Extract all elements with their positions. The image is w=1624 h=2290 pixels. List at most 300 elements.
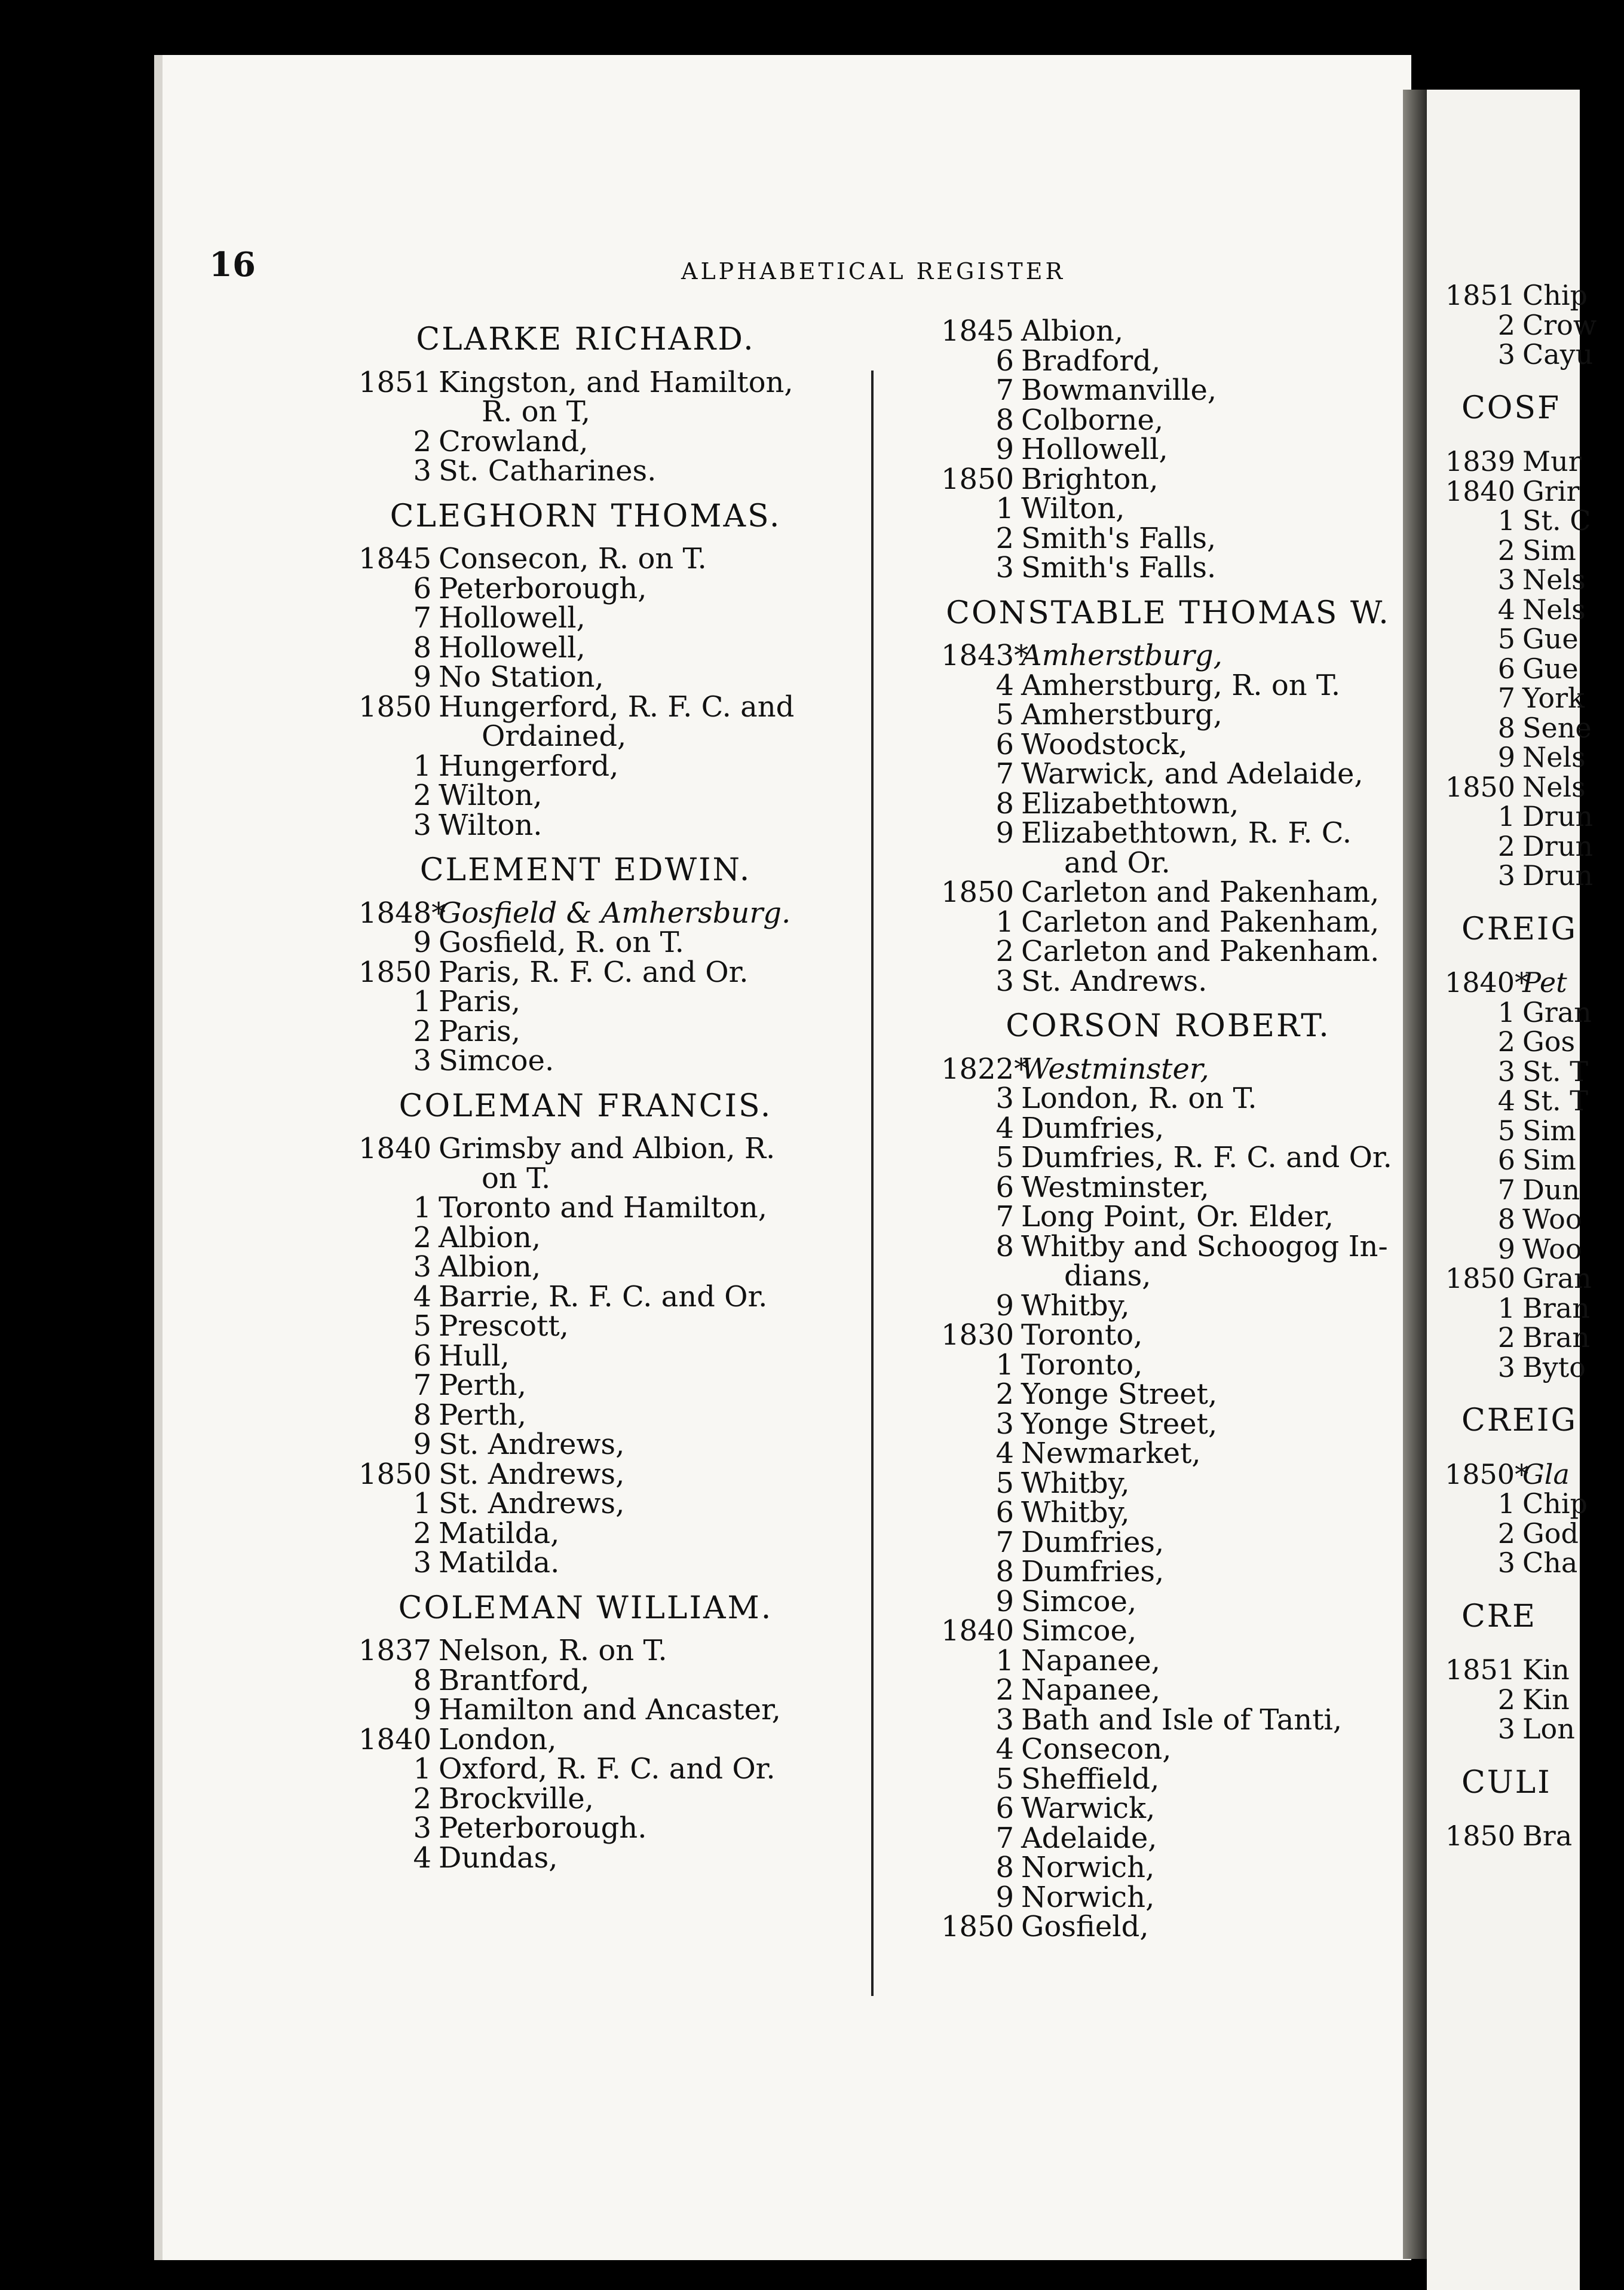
entry-station	[1522, 1353, 1624, 1383]
entry-station-text: Adelaide,	[1021, 1821, 1157, 1855]
entry-station	[439, 1193, 813, 1223]
entry-station-text: Gosfield, R. on T.	[439, 926, 684, 959]
entry-year: 8	[413, 630, 431, 665]
register-entry	[941, 668, 1395, 702]
entry-station	[1021, 403, 1395, 437]
entry-continuation: and Or.	[1064, 846, 1170, 880]
entry-station	[1021, 1439, 1395, 1469]
entry-station	[1522, 743, 1624, 773]
entry-station-text: Whitby,	[1021, 1466, 1130, 1500]
register-entry	[941, 964, 1395, 998]
entry-year: 5	[995, 1466, 1014, 1500]
entry-year: 1850	[358, 690, 432, 724]
minister-name: CLARKE RICHARD.	[416, 322, 755, 357]
entry-station-text: Norwich,	[1021, 1880, 1155, 1914]
entry-year: 1	[995, 905, 1014, 939]
entry-station	[1522, 624, 1624, 654]
entry-year: 1830	[941, 1318, 1015, 1352]
entry-station	[1522, 1205, 1624, 1235]
register-entry	[941, 1143, 1395, 1173]
register-entry	[358, 1663, 813, 1697]
entry-station-text: Simcoe.	[439, 1044, 554, 1077]
entry-year: 2	[1497, 1517, 1515, 1550]
register-entry	[358, 896, 813, 930]
register-entry	[358, 1398, 813, 1432]
entry-station-text: Grir	[1522, 474, 1580, 507]
entry-station-text: Woo	[1522, 1203, 1582, 1235]
register-entry	[1445, 536, 1624, 566]
minister-name: COLEMAN FRANCIS.	[399, 1088, 773, 1124]
entry-station	[439, 424, 813, 458]
register-entry	[941, 1643, 1395, 1677]
register-section	[941, 595, 1395, 998]
entry-year: 3	[413, 1811, 431, 1845]
entry-year: 6	[995, 1170, 1014, 1204]
register-entry	[1445, 474, 1624, 507]
register-entry	[941, 1466, 1395, 1500]
column-divider	[871, 371, 874, 1996]
register-entry	[1445, 802, 1624, 832]
entry-station-text: Prescott,	[439, 1309, 569, 1343]
entry-station	[1021, 1880, 1395, 1914]
entry-station-text: Woo	[1522, 1232, 1582, 1265]
register-entry	[941, 700, 1395, 730]
entry-station-text: Consecon,	[1021, 1732, 1172, 1766]
register-entry	[941, 1052, 1395, 1086]
register-entry	[1445, 595, 1624, 625]
entry-station	[1021, 1348, 1395, 1382]
register-entry	[941, 757, 1395, 791]
entry-station-text: Gue	[1522, 652, 1579, 685]
entry-station-text: London,	[439, 1722, 557, 1756]
minister-name: CLEGHORN THOMAS.	[390, 498, 782, 534]
register-entry	[1445, 1489, 1624, 1519]
entry-year: 6	[995, 1792, 1014, 1825]
entry-year: 3	[995, 964, 1014, 998]
register-entry	[358, 1811, 813, 1845]
entry-year: 6	[413, 571, 431, 605]
entry-station	[1522, 654, 1624, 684]
register-entry	[1445, 1685, 1624, 1715]
entry-station-text: Sim	[1522, 534, 1576, 567]
register-entry	[941, 1614, 1395, 1648]
entry-station	[1021, 1614, 1395, 1648]
entry-station	[1021, 494, 1395, 524]
entry-station-text: Smith's Falls,	[1021, 521, 1217, 555]
entry-year: 7	[1497, 682, 1515, 714]
entry-station-text: Perth,	[439, 1369, 526, 1402]
entry-station-text: Carleton and Pakenham,	[1021, 875, 1380, 909]
entry-station-text: Long Point, Or. Elder,	[1021, 1200, 1334, 1233]
entry-station	[439, 1134, 813, 1193]
entry-year: 2	[995, 1377, 1014, 1411]
entry-station	[1021, 314, 1395, 348]
register-entry	[941, 1377, 1395, 1411]
entry-year: 1840	[358, 1722, 432, 1756]
entry-station-text: Norwich,	[1021, 1851, 1155, 1884]
entry-station	[439, 601, 813, 635]
register-entry	[941, 905, 1395, 939]
register-entry	[1445, 1057, 1624, 1087]
entry-station-text: Gos	[1522, 1025, 1576, 1058]
entry-station	[439, 1371, 813, 1401]
entry-station	[1021, 435, 1395, 465]
entry-station-text: Cha	[1522, 1547, 1578, 1579]
register-entry	[941, 816, 1395, 880]
entry-station	[1021, 1111, 1395, 1145]
register-entry	[941, 553, 1395, 583]
register-entry	[941, 1202, 1395, 1232]
entry-continuation: dians,	[1064, 1259, 1151, 1293]
register-entry	[358, 1014, 813, 1048]
entry-year: 1	[413, 1191, 431, 1224]
entry-station	[1522, 1264, 1624, 1294]
entry-station-text: Simcoe,	[1021, 1584, 1137, 1618]
register-entry	[1445, 340, 1624, 370]
entry-station	[439, 1014, 813, 1048]
entry-station-text: Paris,	[439, 985, 520, 1018]
entry-station-text: Crowland,	[439, 424, 589, 458]
entry-station	[1021, 1202, 1395, 1232]
entry-year: 7	[1497, 1173, 1515, 1206]
register-entry	[358, 808, 813, 842]
entry-station-text: Bran	[1522, 1291, 1590, 1324]
register-section	[358, 1590, 813, 1875]
entry-year: 8	[413, 1398, 431, 1432]
entry-year: 1848*	[358, 896, 446, 930]
entry-station	[1021, 1466, 1395, 1500]
register-entry	[1445, 743, 1624, 773]
register-entry	[941, 1584, 1395, 1618]
register-entry	[358, 1841, 813, 1875]
minister-name: CORSON ROBERT.	[1006, 1008, 1331, 1044]
adjacent-page-column	[1445, 281, 1624, 1867]
register-section	[941, 1008, 1395, 1943]
entry-year: 3	[1497, 338, 1515, 371]
register-entry	[358, 1220, 813, 1254]
entry-station	[1522, 770, 1624, 803]
register-section	[1445, 1403, 1624, 1579]
register-entry	[1445, 711, 1624, 744]
register-section	[358, 852, 813, 1077]
register-entry	[941, 1439, 1395, 1469]
entry-year: 3	[413, 1250, 431, 1284]
page-number: 16	[209, 245, 256, 284]
entry-station	[1522, 1548, 1624, 1578]
entry-station-text: Brockville,	[439, 1781, 594, 1816]
entry-station	[1021, 786, 1395, 821]
entry-year: 2	[1497, 308, 1515, 341]
entry-station-text: Westminster,	[1021, 1052, 1209, 1086]
register-entry	[941, 494, 1395, 524]
entry-station-text: Hollowell,	[439, 601, 586, 635]
entry-year: 2	[413, 424, 431, 458]
entry-year: 3	[1497, 1055, 1515, 1088]
entry-station-text: Amherstburg,	[1021, 698, 1222, 731]
entry-station-text: Warwick,	[1021, 1792, 1156, 1825]
entry-station	[1021, 727, 1395, 761]
entry-year: 8	[995, 786, 1014, 821]
entry-station	[1021, 816, 1395, 880]
entry-station-text: Toronto and Hamilton,	[439, 1191, 767, 1224]
register-entry	[358, 454, 813, 488]
register-entry	[1445, 624, 1624, 654]
entry-station	[1522, 1116, 1624, 1146]
register-entry	[1445, 1323, 1624, 1353]
entry-year: 1840	[358, 1132, 432, 1165]
entry-year: 5	[995, 1762, 1014, 1796]
entry-year: 2	[413, 779, 431, 812]
entry-year: 3	[995, 551, 1014, 584]
entry-station	[1021, 521, 1395, 555]
entry-station	[439, 1548, 813, 1578]
entry-station-text: Dumfries,	[1021, 1555, 1165, 1588]
entry-station	[1522, 281, 1624, 311]
entry-year: 8	[995, 403, 1014, 437]
entry-station-text: Gue	[1522, 623, 1579, 655]
entry-year: 7	[995, 1821, 1014, 1855]
entry-year: 1840	[941, 1614, 1015, 1648]
entry-year: 1	[1497, 996, 1515, 1028]
entry-year: 4	[995, 1437, 1014, 1470]
entry-continuation: R. on T,	[482, 395, 590, 428]
register-entry	[358, 630, 813, 665]
register-entry	[358, 365, 813, 428]
register-entry	[1445, 308, 1624, 341]
register-entry	[358, 1193, 813, 1223]
register-entry	[941, 1170, 1395, 1204]
entry-station	[439, 454, 813, 488]
register-entry	[941, 1348, 1395, 1382]
entry-station	[439, 1250, 813, 1284]
entry-station	[1021, 1318, 1395, 1352]
entry-station	[1021, 1762, 1395, 1796]
entry-year: 1	[995, 1643, 1014, 1677]
entry-station-text: Oxford, R. F. C. and Or.	[439, 1752, 776, 1786]
entry-station-text: Bra	[1522, 1820, 1573, 1852]
entry-year: 6	[995, 344, 1014, 378]
entry-year: 9	[995, 1880, 1014, 1914]
entry-year: 1850	[358, 1457, 432, 1491]
entry-station	[439, 1695, 813, 1725]
entry-station	[1522, 1027, 1624, 1057]
register-entry	[1445, 565, 1624, 595]
entry-station	[1021, 1288, 1395, 1322]
entry-year: 6	[1497, 652, 1515, 685]
entry-station	[1522, 1519, 1624, 1549]
entry-station-text: Drun	[1522, 829, 1594, 862]
register-section	[358, 1088, 813, 1579]
entry-station-text: St. Andrews,	[439, 1428, 625, 1461]
register-entry	[1445, 506, 1624, 536]
entry-station-text: Nels	[1522, 593, 1586, 626]
entry-year: 5	[1497, 1114, 1515, 1147]
entry-year: 2	[995, 935, 1014, 968]
entry-station-text: Hollowell,	[1021, 433, 1168, 466]
register-entry	[358, 1722, 813, 1756]
entry-station-text: Dumfries,	[1021, 1525, 1165, 1559]
register-entry	[358, 1695, 813, 1725]
entry-year: 1851	[1445, 279, 1515, 311]
register-entry	[1445, 861, 1624, 891]
entry-station	[1522, 565, 1624, 595]
register-entry	[1445, 1715, 1624, 1744]
entry-station	[439, 1220, 813, 1254]
entry-station-text: Wilton,	[439, 779, 543, 812]
entry-station-text: Toronto,	[1021, 1348, 1143, 1382]
register-entry	[941, 1673, 1395, 1707]
entry-station	[1021, 1584, 1395, 1618]
entry-station	[1522, 1655, 1624, 1685]
entry-station-text: Westminster,	[1021, 1170, 1209, 1204]
entry-station	[1021, 1052, 1395, 1086]
entry-year: 1851	[1445, 1654, 1515, 1686]
entry-station-text: Bowmanville,	[1021, 373, 1217, 407]
register-entry	[1445, 829, 1624, 862]
entry-station	[1021, 1794, 1395, 1824]
entry-year: 1850	[1445, 1820, 1515, 1852]
register-entry	[941, 1557, 1395, 1587]
entry-station	[439, 1489, 813, 1519]
register-entry	[1445, 998, 1624, 1028]
register-entry	[1445, 654, 1624, 684]
entry-station-text: Kin	[1522, 1683, 1570, 1716]
entry-station-text: Gran	[1522, 1262, 1592, 1294]
entry-year: 2	[413, 1516, 431, 1550]
entry-station-text: Simcoe,	[1021, 1614, 1137, 1648]
register-entry	[1445, 1655, 1624, 1685]
entry-station	[439, 1781, 813, 1816]
entry-station-text: Lon	[1522, 1713, 1575, 1745]
register-entry	[358, 1516, 813, 1550]
entry-station	[1522, 1489, 1624, 1519]
entry-station-text: Smith's Falls.	[1021, 551, 1217, 584]
minister-name: COLEMAN WILLIAM.	[398, 1590, 773, 1626]
register-entry	[358, 1636, 813, 1666]
entry-station	[1021, 1407, 1395, 1441]
entry-year: 4	[1497, 593, 1515, 626]
entry-station-text: Sheffield,	[1021, 1762, 1160, 1796]
entry-year: 1851	[358, 365, 432, 399]
entry-station-text: Amherstburg,	[1021, 639, 1222, 672]
entry-year: 4	[413, 1841, 431, 1875]
entry-year: 1850	[941, 875, 1015, 909]
entry-station-text: Whitby,	[1021, 1288, 1130, 1322]
register-entry	[1445, 684, 1624, 714]
entry-year: 9	[413, 660, 431, 694]
entry-station	[1522, 998, 1624, 1028]
entry-station-text: Woodstock,	[1021, 727, 1188, 761]
entry-station	[1522, 1291, 1624, 1324]
entry-station	[1522, 711, 1624, 744]
entry-station	[439, 630, 813, 665]
register-entry	[1445, 447, 1624, 477]
entry-continuation: Ordained,	[482, 720, 627, 753]
entry-station-text: Whitby,	[1021, 1496, 1130, 1529]
register-entry	[941, 1318, 1395, 1352]
entry-station	[1021, 964, 1395, 998]
entry-station	[1522, 1715, 1624, 1744]
register-entry	[941, 1525, 1395, 1559]
entry-station-text: Dumfries, R. F. C. and Or.	[1021, 1141, 1392, 1174]
entry-station	[1021, 1853, 1395, 1883]
entry-station-text: Peterborough.	[439, 1811, 647, 1845]
entry-year: 1	[413, 1487, 431, 1520]
register-entry	[941, 1821, 1395, 1855]
register-entry	[941, 314, 1395, 348]
entry-station	[439, 1516, 813, 1550]
entry-year: 2	[1497, 829, 1515, 862]
register-entry	[358, 1548, 813, 1578]
register-entry	[941, 435, 1395, 465]
register-entry	[1445, 1175, 1624, 1205]
entry-station-text: No Station,	[439, 660, 604, 694]
entry-year: 9	[413, 926, 431, 959]
entry-station	[439, 1636, 813, 1666]
entry-year: 5	[413, 1309, 431, 1343]
register-entry	[358, 424, 813, 458]
entry-year: 8	[995, 1851, 1014, 1884]
entry-year: 6	[995, 727, 1014, 761]
entry-station	[439, 749, 813, 783]
entry-station	[1021, 1821, 1395, 1855]
register-entry	[358, 1371, 813, 1401]
entry-year: 4	[1497, 1085, 1515, 1117]
register-entry	[358, 1134, 813, 1193]
minister-name: CREIG	[1461, 911, 1577, 947]
entry-station-text: Grimsby and Albion, R.	[439, 1132, 776, 1165]
minister-name: CREIG	[1461, 1403, 1577, 1438]
entry-year: 7	[413, 1369, 431, 1402]
entry-station-text: Whitby and Schoogog In-	[1021, 1229, 1388, 1263]
register-entry	[358, 781, 813, 811]
register-entry	[1445, 1291, 1624, 1324]
entry-station	[1522, 1175, 1624, 1205]
entry-year: 1839	[1445, 445, 1515, 477]
entry-station	[439, 1398, 813, 1432]
entry-year: 7	[413, 601, 431, 635]
entry-station-text: Elizabethtown, R. F. C.	[1021, 816, 1352, 850]
entry-station	[1522, 1146, 1624, 1175]
entry-year: 1	[413, 985, 431, 1018]
entry-station	[1021, 1377, 1395, 1411]
entry-year: 1850	[1445, 770, 1515, 803]
entry-station-text: Sim	[1522, 1144, 1576, 1176]
entry-station-text: Chip	[1522, 1487, 1588, 1520]
entry-year: 7	[995, 373, 1014, 407]
entry-station	[1021, 757, 1395, 791]
entry-station-text: Hull,	[439, 1339, 510, 1373]
entry-station-text: St. Catharines.	[439, 454, 657, 488]
entry-station	[1522, 1323, 1624, 1353]
register-entry	[941, 1229, 1395, 1293]
entry-station-text: Albion,	[439, 1250, 541, 1284]
entry-station	[1021, 344, 1395, 378]
entry-year: 8	[1497, 1203, 1515, 1235]
entry-year: 4	[413, 1279, 431, 1314]
register-entry	[1445, 1821, 1624, 1851]
entry-station-text: St. Andrews.	[1021, 964, 1208, 998]
entry-station	[1021, 937, 1395, 967]
entry-station-text: Napanee,	[1021, 1673, 1160, 1707]
entry-year: 9	[995, 816, 1014, 850]
entry-station	[439, 1430, 813, 1460]
entry-station	[1021, 1732, 1395, 1766]
register-section	[1445, 1764, 1624, 1852]
entry-year: 2	[1497, 1025, 1515, 1058]
entry-station-text: Hollowell,	[439, 630, 586, 665]
register-entry	[358, 571, 813, 605]
